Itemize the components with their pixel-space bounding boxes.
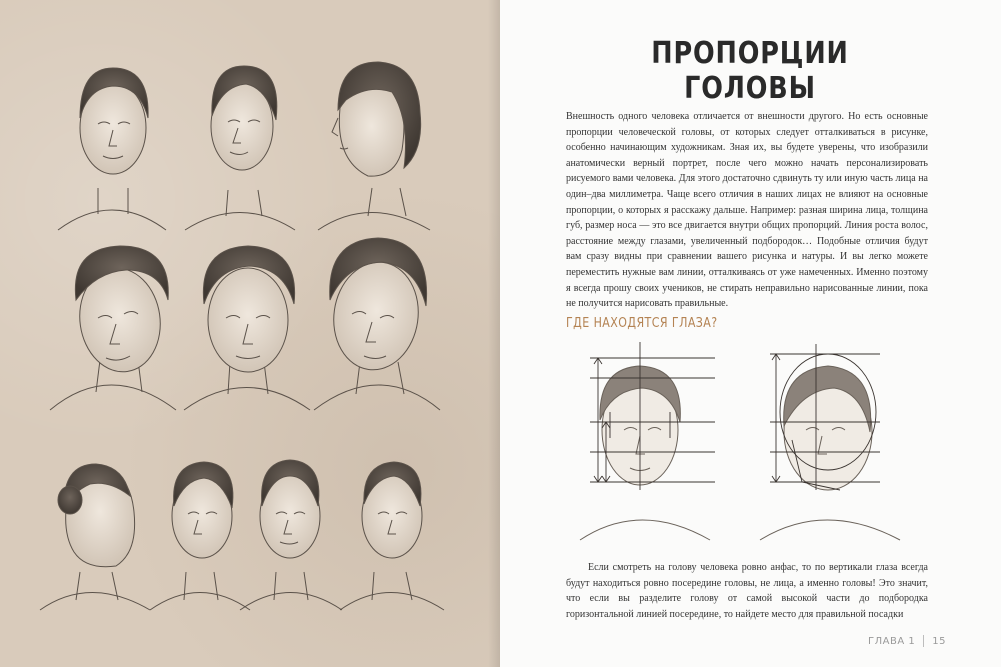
eyes-paragraph: Если смотреть на голову человека ровно анфас, то по вертикали глаза всегда будут находиться ровно посередине головы, не лица, а именно головы! Это значит, что если вы разделите голову от самой высокой части до подбородка горизонтальной линией посередине, то найдете место для правильной посадки: [566, 562, 928, 620]
page-title: ПРОПОРЦИИ ГОЛОВЫ: [651, 36, 849, 106]
head-sketch-row3-threequarter: [150, 462, 250, 610]
head-sketch-row2-front-down: [184, 246, 310, 410]
intro-paragraph: Внешность одного человека отличается от внешности другого. Но есть основные пропорции человеческой головы, от которых следует отталкиваться в рисунке, особенно начинающим художникам. Зная их, вы будете уверены, что изобразили анатомически верный портрет, после чего можно начать персонализировать рисуемого вами человека. Для этого достаточно сдвинуть ту или иную часть лица на один–два миллиметра. Чаще всего отличия в наших лицах не влияют на основные пропорции, о которых я расскажу дальше. Например: разная ширина лица, толщина губ, размер носа — это все двигается внутри общих пропорций. Линия роста волос, расстояние между глазами, увеличенный подбородок… Подобные отличия будут вам сразу видны при сравнении вашего рисунка и натуры. И вы легко можете переместить нужные вам линии, отталкиваясь от уже намеченных. Именно поэтому я всегда прошу своих учеников, не стирать неправильно нарисованные линии, пока не получится нарисовать правильные.: [566, 111, 928, 310]
head-sketch-row2-profile-down: [314, 238, 440, 410]
head-sketch-row3-back-profile: [40, 464, 150, 610]
page-footer: [868, 635, 946, 647]
head-sketch-row3-front: [240, 460, 342, 610]
proportion-diagram-threequarter-head: [760, 366, 900, 540]
head-sketch-row1-profile: [318, 62, 430, 230]
section-subheading: ГДЕ НАХОДЯТСЯ ГЛАЗА?: [566, 316, 718, 331]
head-sketch-row1-threequarter: [185, 66, 295, 230]
footer-chapter: ГЛАВА 1: [868, 636, 916, 647]
head-sketch-gallery: [0, 0, 500, 667]
proportion-diagram: [570, 340, 930, 550]
head-sketch-row2-tilted: [50, 246, 176, 410]
footer-separator: [923, 635, 924, 647]
proportion-diagram-front-head: [580, 366, 710, 540]
head-sketch-row3-threequarter-right: [340, 462, 444, 610]
left-page-illustrations: [0, 0, 500, 667]
head-sketch-row1-front: [58, 68, 166, 230]
footer-page-number: 15: [932, 636, 946, 647]
